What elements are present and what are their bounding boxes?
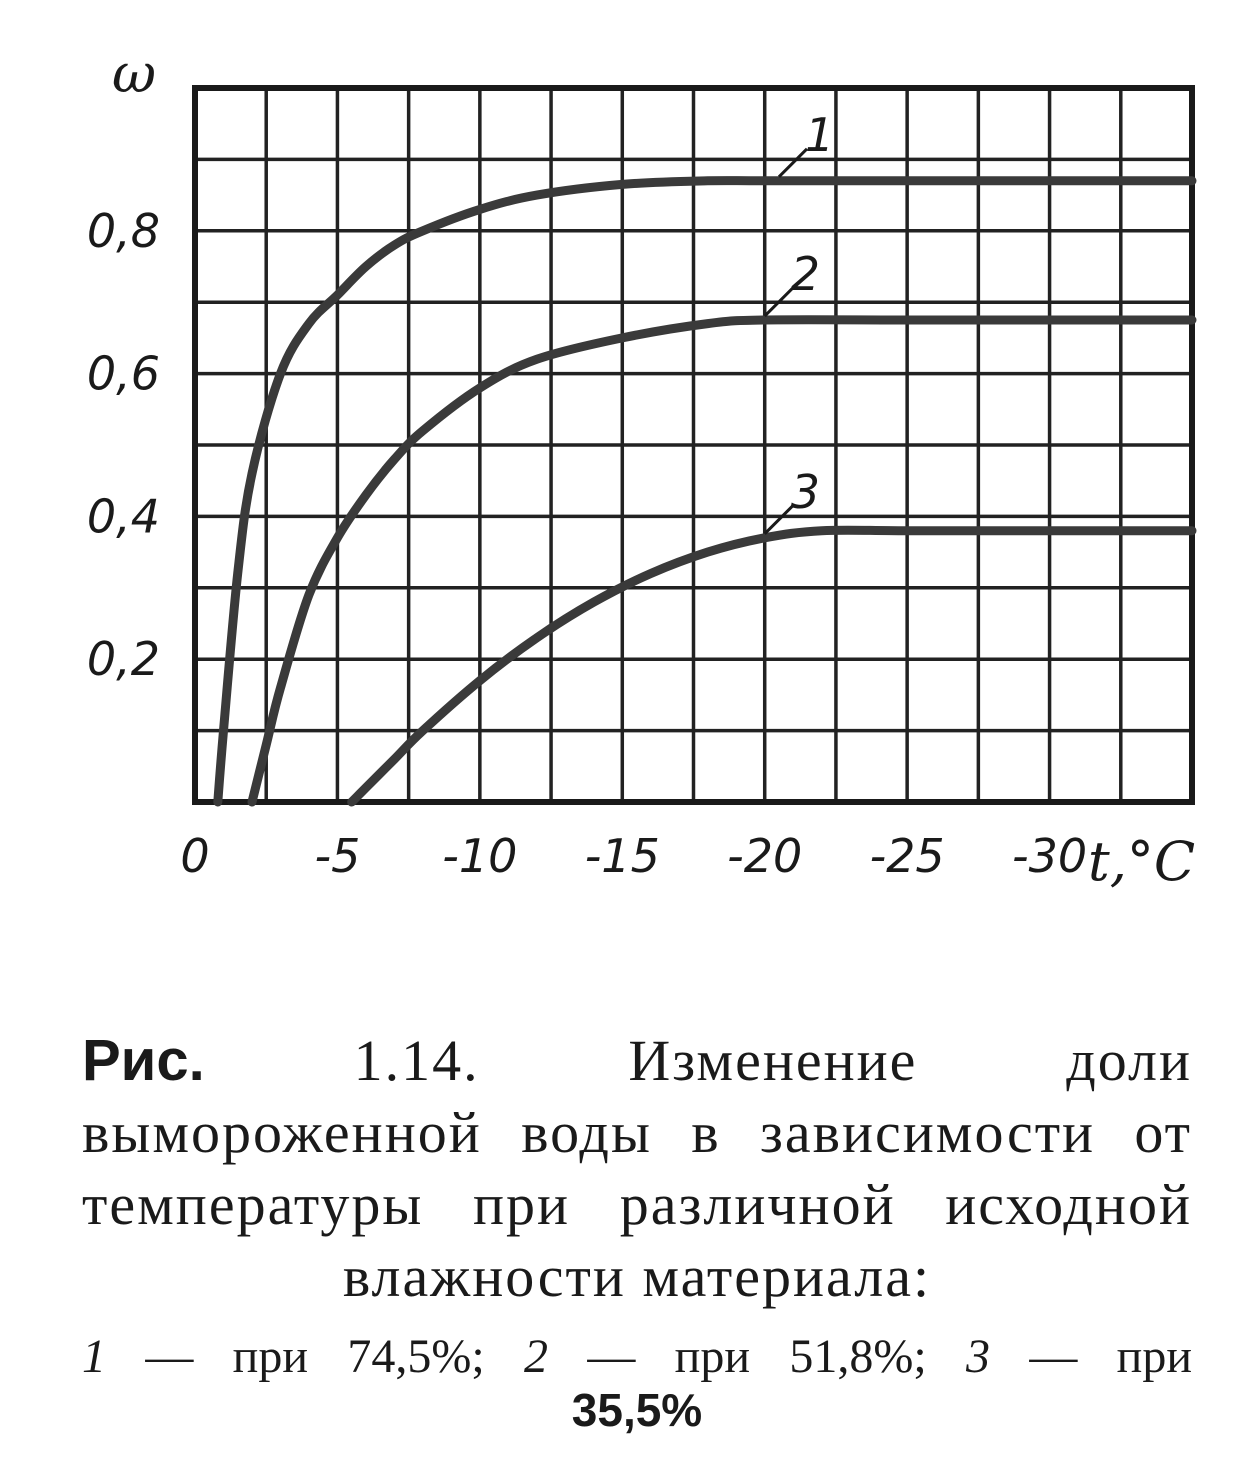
y-tick-label: 0,4 xyxy=(86,489,160,544)
legend-3-text: — при xyxy=(1029,1330,1193,1383)
y-tick-label: 0,8 xyxy=(86,203,160,258)
figure-number: Рис. xyxy=(82,1028,205,1093)
series-label-3: 3 xyxy=(790,464,820,519)
caption-legend xyxy=(82,1329,1192,1385)
y-tick-label: 0,2 xyxy=(86,632,160,687)
series-label-1: 1 xyxy=(804,107,835,162)
legend-2-number: 2 xyxy=(524,1330,548,1383)
legend-1-text: — при 74,5%; xyxy=(145,1330,485,1383)
legend-2-text: — при 51,8%; xyxy=(587,1330,927,1383)
caption-text: 1.14. Изменение доли вымороженной воды в зависимости от температуры при различной исходной влажности материала: xyxy=(82,1028,1192,1309)
x-tick-label: -15 xyxy=(584,829,660,883)
x-tick-label: -20 xyxy=(727,829,803,883)
x-tick-label: -30 xyxy=(1012,829,1088,883)
x-tick-label: -10 xyxy=(442,829,518,883)
figure-caption xyxy=(82,1025,1192,1435)
y-axis-title: ω xyxy=(112,42,157,105)
chart-series xyxy=(218,181,1192,802)
legend-3-number: 3 xyxy=(966,1330,990,1383)
y-tick-label: 0,6 xyxy=(86,346,160,401)
legend-3-value: 35,5% xyxy=(571,1384,703,1436)
series-3-line xyxy=(352,530,1192,802)
x-axis-title: t,°C xyxy=(1088,830,1196,893)
series-label-2: 2 xyxy=(790,247,820,302)
legend-1-number: 1 xyxy=(82,1330,106,1383)
series-label-leader xyxy=(779,149,807,177)
caption-title xyxy=(82,1025,1192,1313)
x-tick-label: 0 xyxy=(180,829,210,883)
x-tick-label: -25 xyxy=(869,829,945,883)
x-tick-label: -5 xyxy=(314,829,361,883)
chart-grid xyxy=(195,88,1192,802)
